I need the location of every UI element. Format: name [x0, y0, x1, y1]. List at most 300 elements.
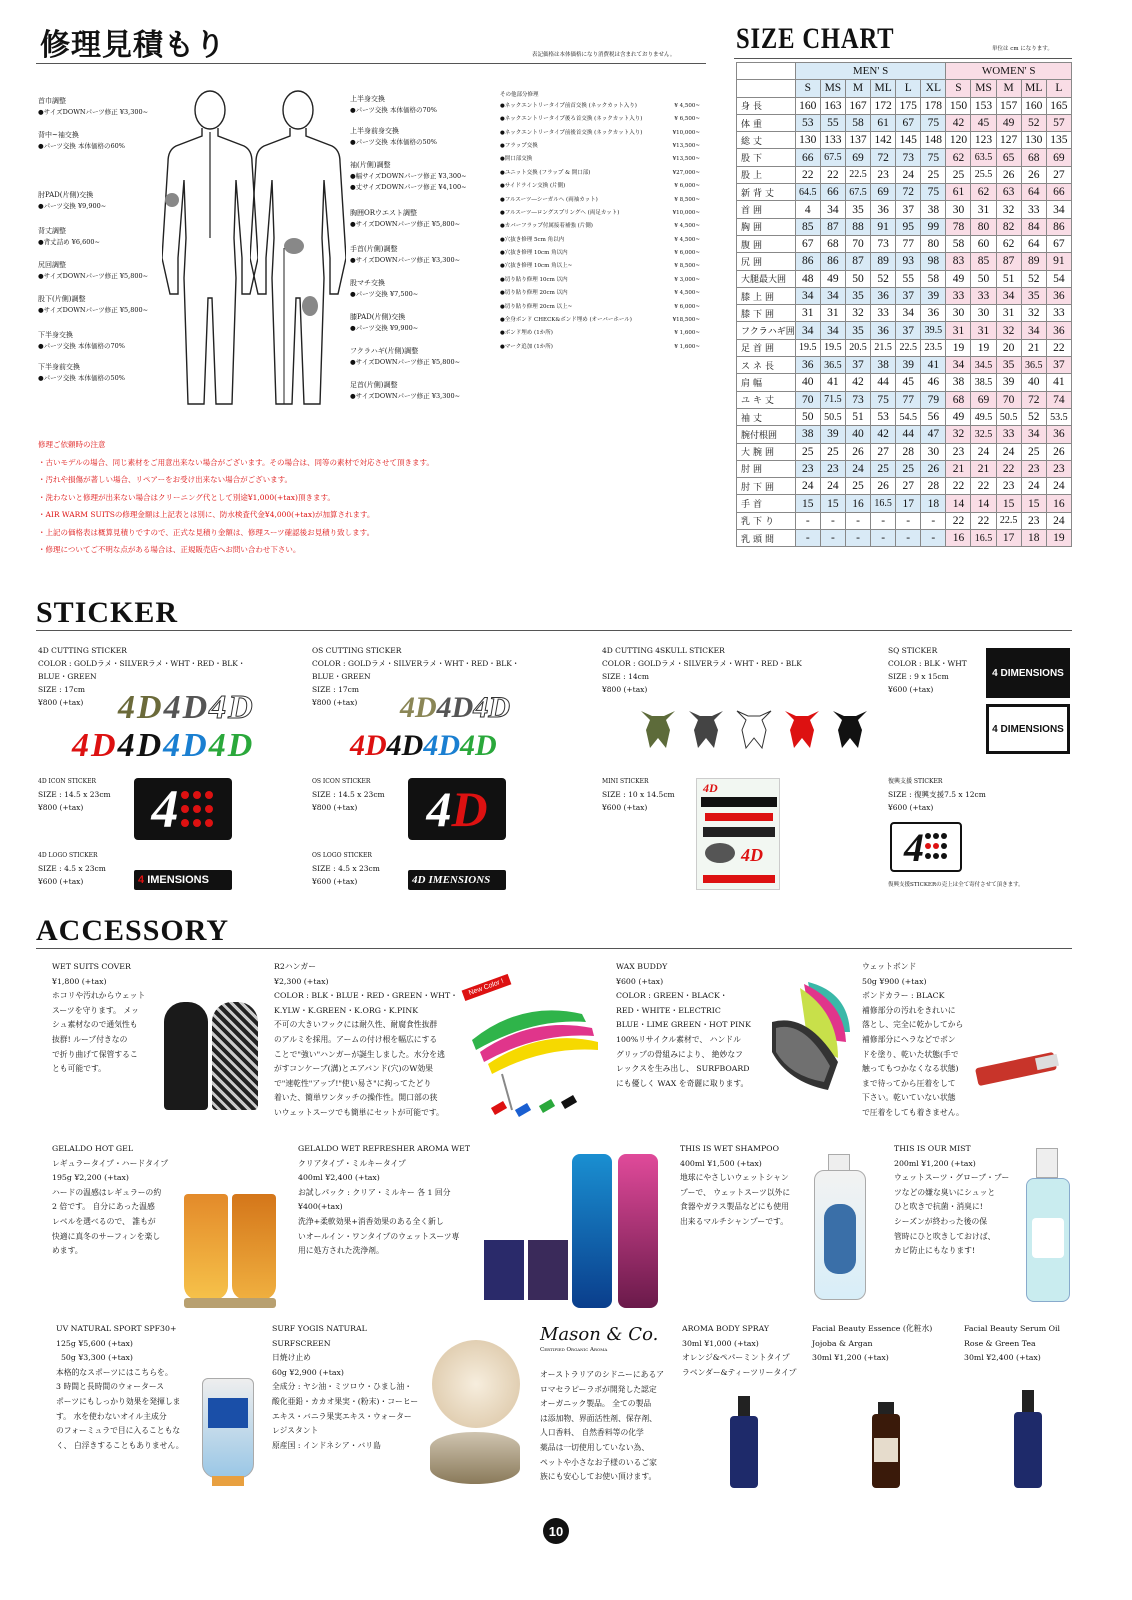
size-chart-row [737, 391, 1072, 408]
other-repair-row [500, 128, 700, 141]
size-chart-row [737, 495, 1072, 512]
size-chart-cell: 58 [921, 270, 946, 287]
other-repair-name: ●ユニット交換 (フラップ & 開口部) [500, 169, 591, 176]
size-chart-cell: 137 [845, 132, 870, 149]
size-chart-cell: 62 [971, 184, 996, 201]
sticker-mini [602, 776, 702, 814]
os-cutting-sample-row1 [400, 690, 510, 726]
size-chart-label: 肩幅 [737, 374, 796, 391]
size-chart-label: 大腕囲 [737, 443, 796, 460]
womens-size-header: MS [971, 80, 996, 97]
acc-line: レベルを選べるので、 誰もが [52, 1216, 156, 1226]
size-chart-cell: 41 [820, 374, 845, 391]
sticker-sample: 4D [209, 689, 255, 726]
size-chart-cell: 24 [896, 166, 921, 183]
size-chart-cell: 47 [921, 426, 946, 443]
size-chart-cell: 19.5 [795, 339, 820, 356]
size-chart-cell: 25 [871, 460, 896, 477]
size-chart-label: 首囲 [737, 201, 796, 218]
size-chart-cell: 31 [971, 201, 996, 218]
size-chart-rule [734, 58, 1072, 59]
sq-sticker-black: 4 DIMENSIONS [986, 648, 1070, 698]
acc-line: ドを塗り、乾いた状態(手で [862, 1049, 959, 1059]
sticker-sample: 4D [163, 689, 210, 726]
size-chart-cell: 24 [996, 443, 1021, 460]
mist-image [1022, 1148, 1074, 1304]
wax-buddy-image [768, 972, 854, 1092]
size-chart-cell: 75 [921, 149, 946, 166]
size-chart-cell: 39 [996, 374, 1021, 391]
acc-line: 50g ¥900 (+tax) [862, 976, 927, 986]
size-chart-cell: 22 [795, 166, 820, 183]
size-chart-cell: 23 [795, 460, 820, 477]
4d-icon-sticker [134, 778, 232, 840]
repair-item-desc: ●幅サイズDOWNパーツ修正 ¥3,300~ [350, 172, 467, 180]
size-chart-cell: 73 [845, 391, 870, 408]
repair-note: ・洗わないと修理が出来ない場合はクリーニング代として別途¥1,000(+tax)頂きます。 [38, 492, 335, 502]
sticker-name: 4D CUTTING STICKER [38, 646, 127, 655]
acc-line: で"速乾性"アップ!"使い易さ"に拘ってたどり [274, 1078, 432, 1088]
acc-hot-gel [52, 1142, 178, 1259]
size-chart-cell: 22 [1046, 339, 1071, 356]
sticker-sample: 4D [436, 691, 474, 724]
size-chart-corner [737, 80, 796, 97]
sticker-line: SIZE : 復興支援7.5 x 12cm [888, 790, 986, 799]
size-chart-row [737, 201, 1072, 218]
sticker-name: 4D CUTTING 4SKULL STICKER [602, 646, 725, 655]
repair-item-desc: ●パーツ交換 本体価格の70% [38, 342, 125, 350]
size-chart-cell: 51 [996, 270, 1021, 287]
logo-4: 4 [138, 874, 145, 886]
size-chart-cell: 82 [996, 218, 1021, 235]
size-chart-cell: 37 [896, 322, 921, 339]
acc-line: RED・WHITE・ELECTRIC [616, 1005, 721, 1015]
size-chart-cell: 19 [971, 339, 996, 356]
sticker-line: ¥800 (+tax) [312, 803, 358, 812]
size-chart-cell: 157 [996, 97, 1021, 114]
size-chart-cell: 87 [996, 253, 1021, 270]
other-repair-name: ●フルスーツ―ロングスプリングへ (両足カット) [500, 209, 620, 216]
4d-icon-glyph: 4 [151, 779, 179, 839]
other-repair-row [500, 208, 700, 221]
size-chart-cell: 64 [1021, 235, 1046, 252]
size-chart-label: 手首 [737, 495, 796, 512]
size-chart-cell: - [795, 530, 820, 547]
acc-line: 下さい。乾いていない状態 [862, 1093, 956, 1103]
size-chart-cell: 74 [1046, 391, 1071, 408]
skull-icon [689, 711, 723, 748]
size-chart-cell: 42 [871, 426, 896, 443]
acc-line: 酸化亜鉛・カカオ果実・(粉末)・コーヒー [272, 1396, 419, 1406]
repair-rule [36, 63, 706, 64]
sticker-name: OS ICON STICKER [312, 778, 371, 785]
mens-size-header: L [896, 80, 921, 97]
other-repair-name: ●カバーフラップ付属接着補強 (片側) [500, 223, 593, 230]
size-chart-cell: 133 [820, 132, 845, 149]
fukkou-sticker [890, 822, 962, 872]
size-chart-cell: 89 [1021, 253, 1046, 270]
4d-logo-sticker [134, 870, 232, 890]
sticker-title: STICKER [36, 596, 179, 629]
womens-size-header: L [1046, 80, 1071, 97]
size-chart-cell: 39 [896, 357, 921, 374]
acc-line: スーツを守ります。 メッ [52, 1005, 139, 1015]
repair-item-title: 尻回調整 [38, 261, 66, 269]
other-repair-name: ●マーク追加 (1か所) [500, 343, 553, 350]
other-repair-name: ●フルスーツ―シーガルへ (両袖カット) [500, 196, 598, 203]
acc-line: とも可能です。 [52, 1064, 106, 1074]
skull-icon [833, 711, 867, 748]
size-chart-cell: 24 [845, 460, 870, 477]
sticker-line: ¥800 (+tax) [38, 803, 84, 812]
size-chart-cell: - [871, 530, 896, 547]
size-chart-cell: 15 [996, 495, 1021, 512]
size-chart-cell: 64 [1021, 184, 1046, 201]
acc-line: K.YLW・K.GREEN・K.ORG・K.PINK [274, 1005, 419, 1015]
size-chart-label: ユキ丈 [737, 391, 796, 408]
size-chart-cell: 23.5 [921, 339, 946, 356]
other-repair-price: ¥10,000~ [672, 129, 700, 136]
size-chart-cell: 46 [921, 374, 946, 391]
acc-line: ハードの温感はレギュラーの約 [52, 1187, 162, 1197]
size-chart-cell: 30 [946, 305, 971, 322]
sticker-line: COLOR : BLK・WHT [888, 659, 967, 668]
acc-line: 195g ¥2,200 (+tax) [52, 1173, 129, 1183]
size-chart-cell: 39 [921, 287, 946, 304]
size-chart-cell: 30 [946, 201, 971, 218]
aroma-spray-image [726, 1396, 762, 1488]
os-icon-glyph: 4 [426, 781, 452, 837]
acc-name: R2ハンガー [274, 962, 317, 971]
size-chart-cell: 53 [795, 114, 820, 131]
sticker-line: ¥600 (+tax) [888, 803, 934, 812]
size-chart-row [737, 132, 1072, 149]
size-chart-cell: 86 [795, 253, 820, 270]
dot-grid-icon [179, 789, 215, 829]
size-chart-row [737, 97, 1072, 114]
other-repair-price: ¥ 4,500~ [674, 290, 700, 297]
sticker-sq [888, 644, 988, 696]
acc-line: SURFSCREEN [272, 1338, 331, 1348]
repair-item-desc: ●サイズDOWNパーツ修正 ¥5,800~ [350, 220, 461, 228]
size-chart-cell: - [820, 530, 845, 547]
repair-item-title: 足首(片側)調整 [350, 381, 398, 389]
size-chart-row [737, 235, 1072, 252]
size-chart-row [737, 287, 1072, 304]
size-chart-cell: 15 [820, 495, 845, 512]
acc-r2-hanger [274, 960, 474, 1121]
other-repair-price: ¥ 6,000~ [674, 303, 700, 310]
sticker-sample: 4D [400, 691, 437, 724]
size-chart-cell: - [871, 512, 896, 529]
size-chart-cell: 14 [971, 495, 996, 512]
mens-size-header: XL [921, 80, 946, 97]
size-chart-cell: 36 [871, 201, 896, 218]
acc-uv-natural [56, 1322, 186, 1453]
size-chart-cell: 21 [1021, 339, 1046, 356]
4d-cutting-sample-row2 [72, 726, 254, 766]
size-chart-cell: 64.5 [795, 184, 820, 201]
size-chart-cell: 32 [996, 201, 1021, 218]
size-chart-cell: 37 [1046, 357, 1071, 374]
repair-item-desc: ●パーツ交換 ¥7,500~ [350, 290, 419, 298]
sticker-name: 復興支援 STICKER [888, 778, 943, 785]
size-chart-label: 袖丈 [737, 408, 796, 425]
size-chart-row [737, 374, 1072, 391]
other-repair-row [500, 221, 700, 234]
size-chart-cell: 45 [896, 374, 921, 391]
size-chart-cell: 25 [946, 166, 971, 183]
size-chart-label: 総丈 [737, 132, 796, 149]
size-chart-cell: - [921, 530, 946, 547]
fukkou-note: 復興支援STICKERの売上は全て寄付させて頂きます。 [888, 882, 1024, 888]
repair-item [350, 208, 490, 244]
acc-line: Jojoba & Argan [812, 1338, 873, 1348]
repair-item [350, 126, 490, 160]
sticker-name: 4D ICON STICKER [38, 778, 97, 785]
size-chart-cell: 23 [1021, 512, 1046, 529]
size-chart-cell: 26 [1021, 166, 1046, 183]
sticker-sample: 4D [163, 727, 209, 764]
acc-line: のアルミを採用。アームの付け根を幅広にする [274, 1034, 438, 1044]
acc-name: WAX BUDDY [616, 962, 668, 971]
other-repair-row [500, 114, 700, 127]
facial-essence-image [868, 1402, 904, 1488]
acc-line: ラベンダー&ティーツリータイプ [682, 1367, 797, 1377]
acc-name: GELALDO WET REFRESHER AROMA WET [298, 1144, 471, 1153]
repair-item-desc: ●丈サイズDOWNパーツ修正 ¥4,100~ [350, 183, 467, 191]
other-repair-name: ●切り貼り修理 20cm 以内 [500, 290, 568, 297]
size-chart-cell: 58 [946, 235, 971, 252]
acc-name: UV NATURAL SPORT SPF30+ [56, 1324, 177, 1333]
front-body-figure [162, 88, 258, 408]
size-chart-cell: 130 [1021, 132, 1046, 149]
size-chart-cell: 89 [871, 253, 896, 270]
size-chart-cell: - [845, 512, 870, 529]
repair-item-title: フクラハギ(片側)調整 [350, 347, 419, 355]
repair-note: ・汚れや損傷が著しい場合、リペアーをお受け出来ない場合がございます。 [38, 475, 293, 484]
size-chart-cell: 22.5 [896, 339, 921, 356]
acc-line: 原産国 : インドネシア・バリ島 [272, 1440, 381, 1450]
size-chart-cell: 32 [1021, 305, 1046, 322]
acc-line: まで待ってから圧着をして [862, 1078, 956, 1088]
sticker-line: ¥800 (+tax) [602, 685, 648, 694]
size-chart-cell: 88 [845, 218, 870, 235]
hanger-image [462, 970, 602, 1128]
size-chart-cell: 16 [946, 530, 971, 547]
size-chart-cell: 21 [971, 460, 996, 477]
size-chart-cell: 36.5 [1021, 357, 1046, 374]
size-chart-cell: 22 [946, 478, 971, 495]
size-chart-cell: 32 [946, 426, 971, 443]
size-chart-label: 乳下り [737, 512, 796, 529]
size-chart-cell: 67 [896, 114, 921, 131]
acc-facial-serum [964, 1322, 1074, 1366]
acc-line: 2 倍です。 自分にあった温感 [52, 1202, 155, 1212]
sticker-sample: 4D [350, 729, 387, 762]
sticker-line: SIZE : 17cm [38, 685, 85, 694]
repair-item-title: 背丈調整 [38, 227, 66, 235]
accessory-title: ACCESSORY [36, 914, 229, 947]
size-chart-label: 肘下囲 [737, 478, 796, 495]
size-chart-row [737, 114, 1072, 131]
acc-aroma-body-spray [682, 1322, 812, 1380]
mini-sticker-logo: 4D [703, 781, 718, 795]
size-chart-cell: 66 [820, 184, 845, 201]
repair-notes-title: 修理ご依頼時の注意 [38, 440, 106, 449]
size-chart-cell: 40 [1021, 374, 1046, 391]
acc-line: COLOR : BLK・BLUE・RED・GREEN・WHT・ [274, 991, 458, 1001]
sticker-4skull [602, 644, 862, 696]
size-chart-cell: 49 [996, 114, 1021, 131]
acc-line: 食器やガラス製品などにも使用 [680, 1202, 789, 1212]
acc-line: めます。 [52, 1246, 83, 1256]
size-chart-cell: 66 [1046, 184, 1071, 201]
acc-line: ホコリや汚れからウェット [52, 991, 146, 1001]
size-chart-cell: 160 [1021, 97, 1046, 114]
size-chart-cell: 35 [845, 287, 870, 304]
size-chart-cell: 67 [1046, 235, 1071, 252]
repair-item [350, 346, 490, 380]
size-chart-cell: - [845, 530, 870, 547]
acc-mason-co [540, 1368, 680, 1485]
size-chart-cell: 63.5 [971, 149, 996, 166]
acc-line: 出来るマルチシャンプーです。 [680, 1216, 788, 1226]
other-repair-row [500, 261, 700, 274]
acc-line: にも優しく WAX を奇麗に取ります。 [616, 1078, 749, 1088]
page-number: 10 [543, 1518, 569, 1544]
other-repair-list [500, 90, 700, 355]
size-chart-label: 尻囲 [737, 253, 796, 270]
other-repair-title: その他部分修理 [500, 92, 539, 98]
aroma-wet-image [484, 1154, 664, 1310]
size-chart-label: 股上 [737, 166, 796, 183]
wet-suits-cover-image [158, 992, 262, 1114]
size-chart-cell: 54 [1046, 270, 1071, 287]
size-chart-label: 胸囲 [737, 218, 796, 235]
size-chart-cell: 49 [946, 408, 971, 425]
size-chart-row [737, 184, 1072, 201]
repair-item [38, 294, 168, 330]
size-chart-cell: 28 [921, 478, 946, 495]
acc-line: クリアタイプ・ミルキータイプ [298, 1158, 406, 1168]
other-repair-row [500, 275, 700, 288]
size-chart-cell: 165 [1046, 97, 1071, 114]
size-chart-cell: 39 [820, 426, 845, 443]
size-chart-cell: 36.5 [820, 357, 845, 374]
acc-line: ¥600 (+tax) [616, 976, 664, 986]
acc-wet-refresher [298, 1142, 478, 1259]
size-chart-cell: 20.5 [845, 339, 870, 356]
other-repair-price: ¥ 4,500~ [674, 102, 700, 109]
size-chart-cell: 41 [921, 357, 946, 374]
acc-line: 触ってもつかなくなる状態) [862, 1064, 959, 1074]
4d-cutting-sample-row1 [118, 688, 255, 728]
size-chart-cell: 84 [1021, 218, 1046, 235]
size-chart-cell: 63 [996, 184, 1021, 201]
size-chart-cell: 77 [896, 235, 921, 252]
size-chart-row [737, 530, 1072, 547]
size-chart-title: SIZE CHART [736, 22, 895, 55]
size-chart-label: 肘囲 [737, 460, 796, 477]
size-chart-cell: - [921, 512, 946, 529]
size-chart-cell: 26 [921, 460, 946, 477]
size-chart-cell: 16.5 [971, 530, 996, 547]
sticker-line: BLUE・GREEN [312, 672, 371, 681]
size-chart-table [736, 62, 1072, 547]
size-chart-cell: 15 [795, 495, 820, 512]
repair-title: 修理見積もり [40, 28, 226, 63]
acc-name: Facial Beauty Essence (化粧水) [812, 1324, 933, 1333]
os-cutting-sample-row2 [350, 728, 497, 764]
other-repair-row [500, 168, 700, 181]
size-chart-cell: 150 [946, 97, 971, 114]
size-chart-corner [737, 63, 796, 80]
size-chart-cell: 40 [795, 374, 820, 391]
hot-gel-image [180, 1194, 280, 1308]
size-chart-cell: 52 [1021, 270, 1046, 287]
repair-item-desc: ●パーツ交換 本体価格の50% [350, 138, 437, 146]
size-chart-cell: 27 [871, 443, 896, 460]
size-chart-cell: 120 [946, 132, 971, 149]
sticker-line: SIZE : 9 x 15cm [888, 672, 949, 681]
size-chart-cell: 68 [1021, 149, 1046, 166]
acc-line: ¥2,300 (+tax) [274, 976, 329, 986]
size-chart-cell: 123 [971, 132, 996, 149]
other-repair-price: ¥ 8,500~ [674, 196, 700, 203]
logo-4d: 4D [412, 874, 426, 886]
size-chart-cell: 25 [820, 443, 845, 460]
logo-word: IMENSIONS [428, 874, 491, 886]
other-repair-price: ¥ 6,500~ [674, 116, 700, 123]
size-chart-cell: 36 [871, 287, 896, 304]
size-chart-cell: 57 [1046, 114, 1071, 131]
acc-line: エキス・バニラ果実エキス・ウォーター [272, 1411, 412, 1421]
size-chart-cell: 53.5 [1046, 408, 1071, 425]
repair-item-desc: ●サイズDOWNパーツ修正 ¥3,300~ [350, 392, 461, 400]
size-chart-cell: 62 [946, 149, 971, 166]
other-repair-price: ¥27,000~ [672, 169, 700, 176]
size-chart-cell: 15 [1021, 495, 1046, 512]
acc-line: で圧着をしても着きません。 [862, 1107, 964, 1117]
size-chart-cell: 34 [820, 201, 845, 218]
size-chart-cell: 34 [795, 287, 820, 304]
acc-name: AROMA BODY SPRAY [682, 1324, 770, 1333]
repair-note: ・上記の価格表は概算見積りですので、正式な見積り金額は、修理スーツ確認後お見積り致します。 [38, 527, 375, 537]
size-chart-cell: 55 [896, 270, 921, 287]
repair-right-list [350, 94, 490, 414]
acc-line: 着いた、簡単ワンタッチの操作性。開口部の狭 [274, 1093, 438, 1103]
size-chart-cell: 25 [845, 478, 870, 495]
size-chart-cell: 32.5 [971, 426, 996, 443]
size-chart-cell: 72 [1021, 391, 1046, 408]
size-chart-cell: 44 [871, 374, 896, 391]
surf-yogis-image [424, 1340, 520, 1494]
acc-line: ツなどの嫌な臭いにシュッと [894, 1187, 996, 1197]
repair-left-list [38, 96, 168, 394]
size-chart-cell: 87 [845, 253, 870, 270]
other-repair-name: ●開口部交換 [500, 156, 533, 163]
repair-item [38, 190, 168, 226]
size-chart-cell: 44 [896, 426, 921, 443]
other-repair-row [500, 181, 700, 194]
acc-line: 用に処方された洗浄剤。 [298, 1246, 384, 1256]
size-chart-cell: 70 [996, 391, 1021, 408]
repair-note: ・古いモデルの場合、同じ素材をご用意出来ない場合がございます。その場合は、同等の素材で対応させて頂きます。 [38, 457, 434, 467]
size-chart-cell: 26 [845, 443, 870, 460]
acc-line: 補修部分にヘラなどでボン [862, 1034, 956, 1044]
acc-line: 管時にひと吹きしておけば、 [894, 1231, 996, 1241]
